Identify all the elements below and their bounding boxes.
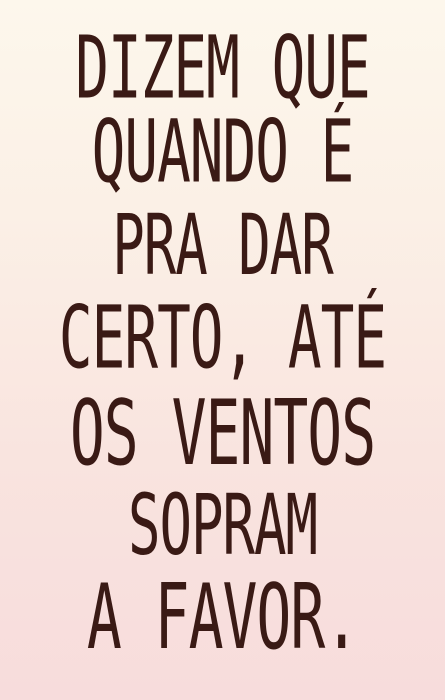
quote-line-4: CERTO, ATÉ: [58, 288, 387, 389]
quote-line-2: QUANDO É: [91, 102, 354, 203]
quote-line-6: SOPRAM: [127, 476, 318, 574]
quote-line-3: PRA DAR: [112, 196, 333, 294]
quote-line-1: DIZEM QUE: [75, 18, 370, 119]
quote-line-5: OS VENTOS: [69, 380, 376, 486]
quote-line-7: A FAVOR.: [86, 564, 359, 670]
